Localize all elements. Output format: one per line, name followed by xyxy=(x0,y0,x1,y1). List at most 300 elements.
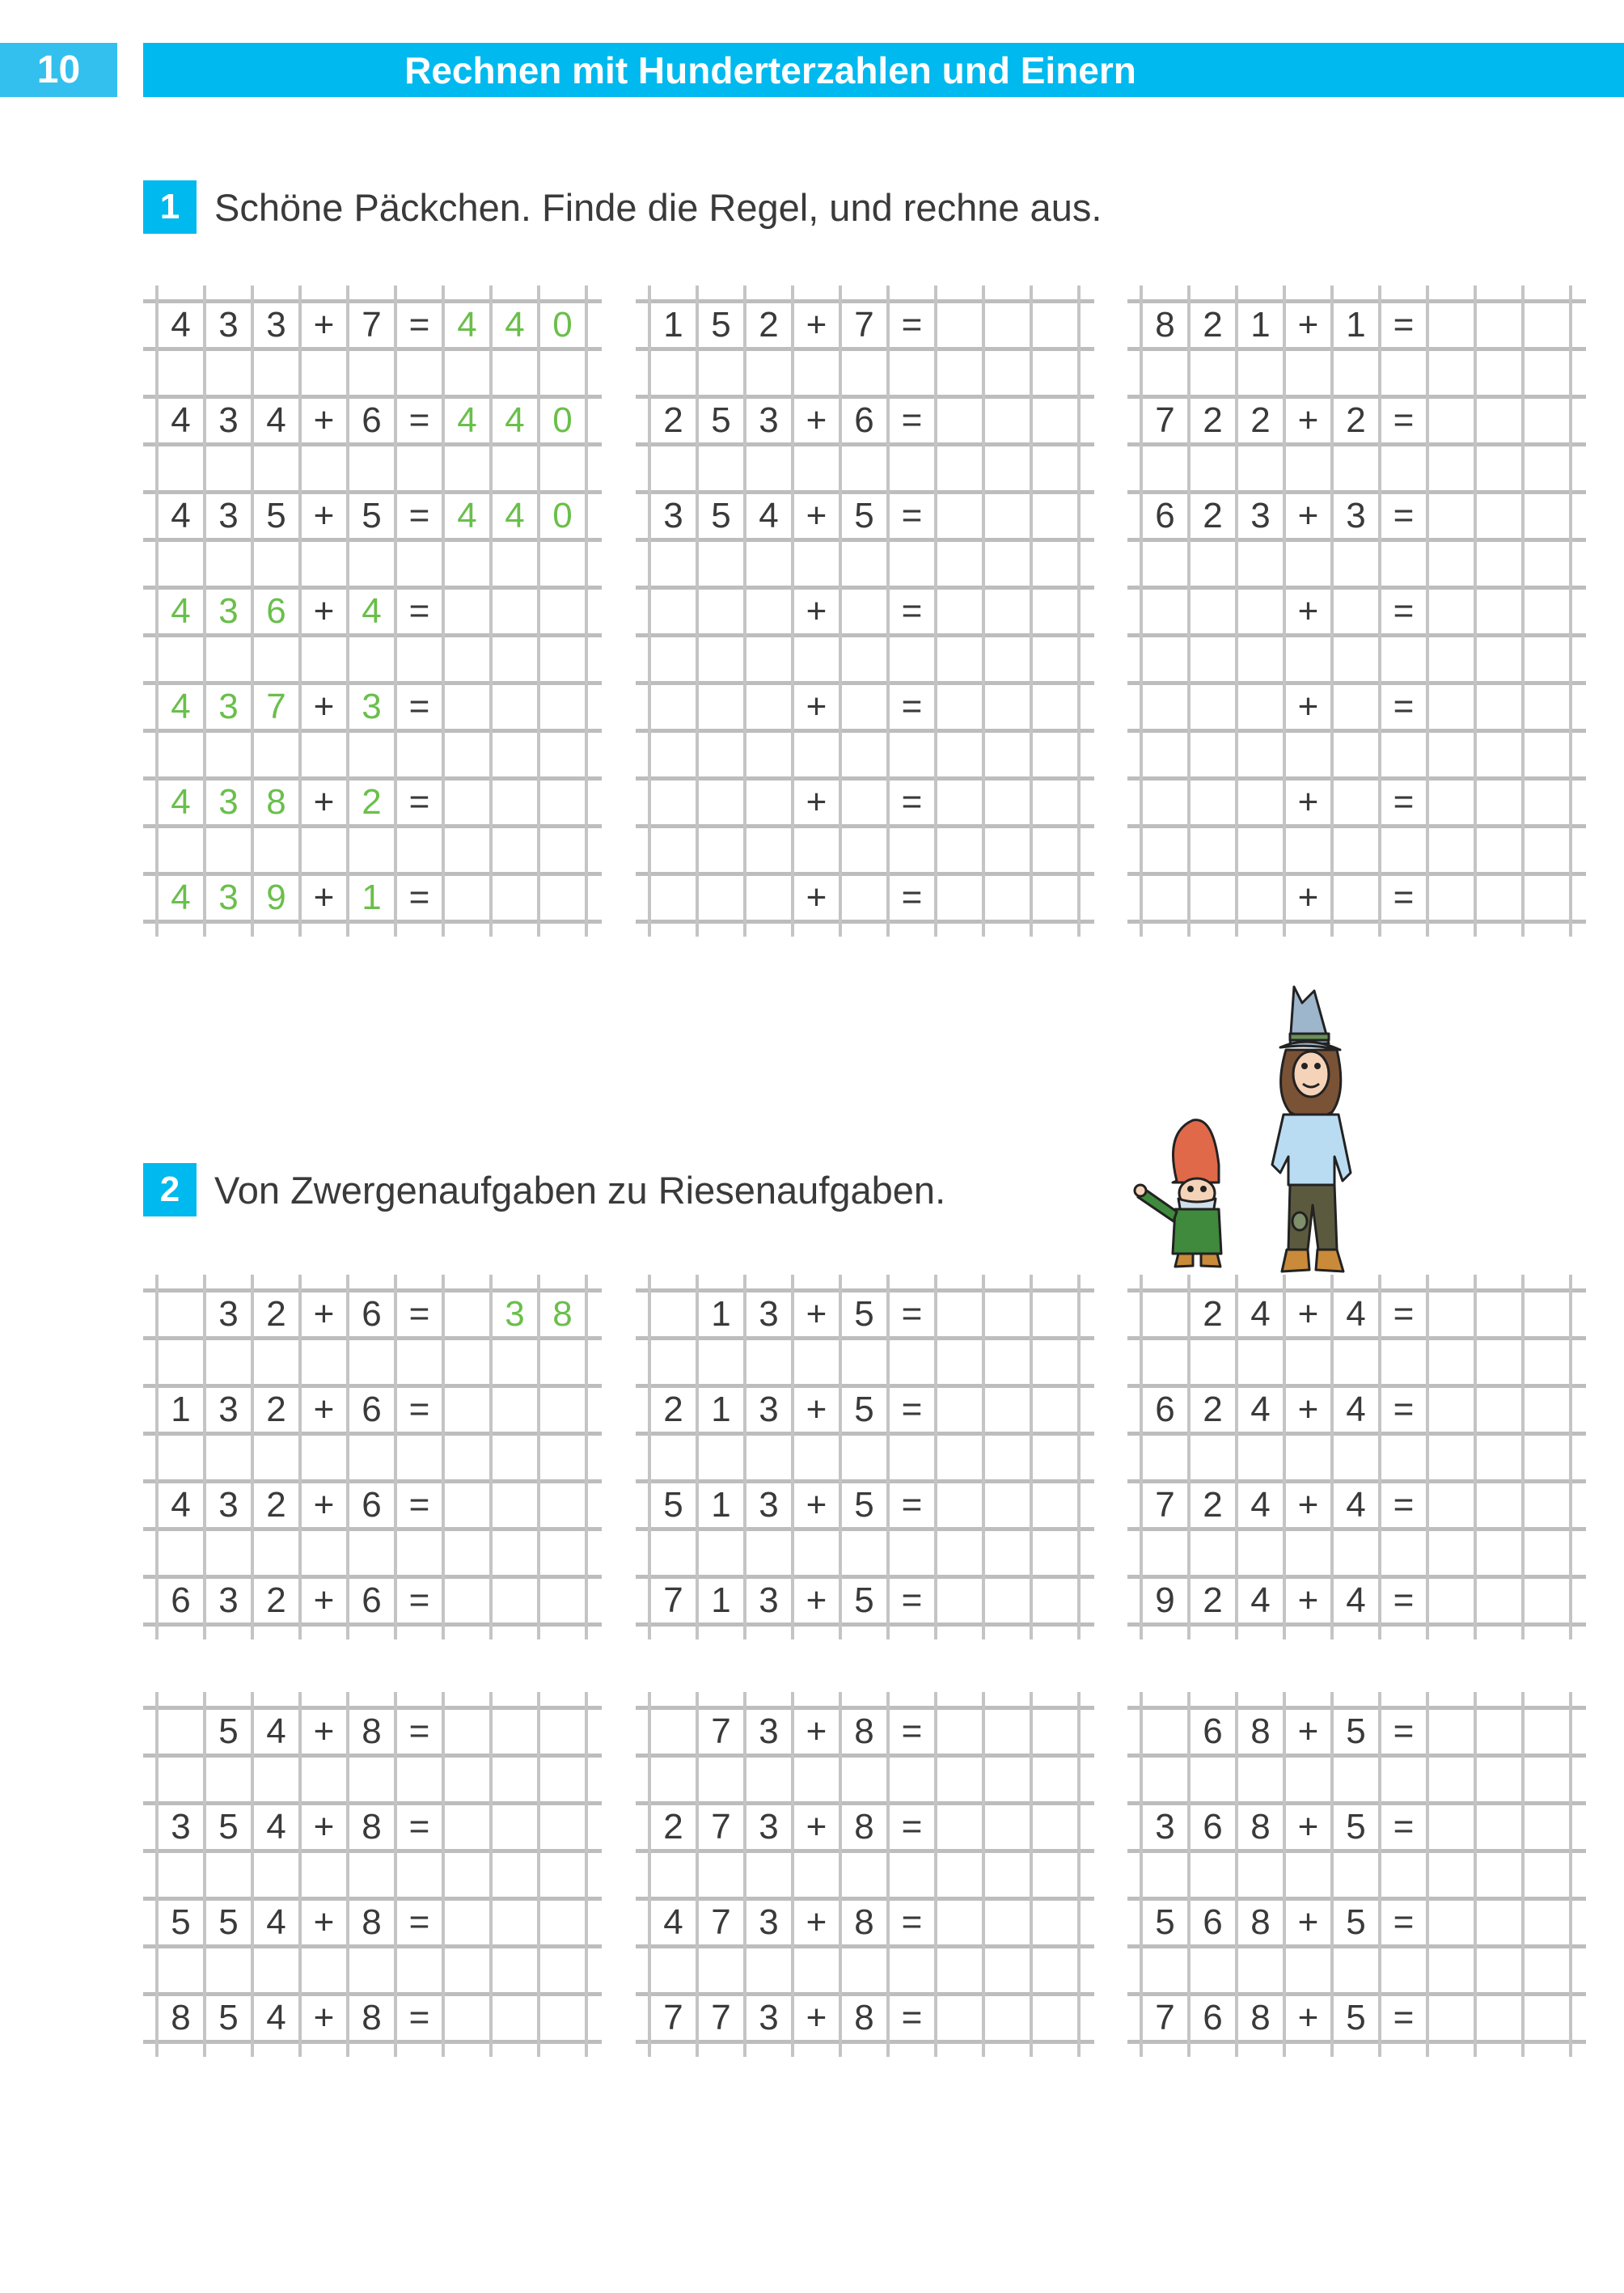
answer-cell[interactable] xyxy=(1523,1994,1571,2041)
digit-cell[interactable] xyxy=(649,778,697,826)
answer-cell[interactable] xyxy=(443,778,491,826)
answer-cell[interactable] xyxy=(983,1290,1031,1338)
plus-sign: + xyxy=(806,1997,827,2037)
digit-cell[interactable] xyxy=(649,683,697,730)
answer-cell[interactable] xyxy=(491,1576,539,1624)
digit-cell[interactable] xyxy=(649,587,697,635)
task-number-badge: 2 xyxy=(143,1163,197,1216)
digit-cell: 2 xyxy=(1203,304,1223,345)
answer-cell[interactable] xyxy=(491,1386,539,1433)
digit-cell: 6 xyxy=(1203,1997,1223,2037)
digit-cell[interactable] xyxy=(1189,587,1237,635)
equation-row xyxy=(649,301,1079,349)
digit-cell[interactable] xyxy=(1141,1290,1189,1338)
digit-cell[interactable] xyxy=(1332,587,1380,635)
digit-cell: 2 xyxy=(663,400,683,440)
answer-cell[interactable] xyxy=(1031,1707,1079,1755)
plus-sign: + xyxy=(806,1389,827,1429)
answer-cell[interactable] xyxy=(1523,301,1571,349)
answer-cell[interactable] xyxy=(983,1576,1031,1624)
answer-cell[interactable] xyxy=(491,1994,539,2041)
digit-cell: 5 xyxy=(711,304,731,345)
equals-sign: = xyxy=(901,1997,923,2037)
equals-sign: = xyxy=(1393,1389,1415,1429)
equals-sign: = xyxy=(1393,1997,1415,2037)
digit-cell: 3 xyxy=(218,590,239,631)
digit-cell: 4 xyxy=(663,1902,683,1942)
equals-sign: = xyxy=(1393,1293,1415,1334)
answer-cell[interactable] xyxy=(443,587,491,635)
answer-cell[interactable] xyxy=(1427,587,1475,635)
gnome-and-giant-illustration xyxy=(1128,971,1371,1294)
digit-cell: 4 xyxy=(171,304,191,345)
digit-cell[interactable] xyxy=(1141,778,1189,826)
answer-cell[interactable] xyxy=(1427,1481,1475,1529)
digit-cell: 2 xyxy=(663,1806,683,1847)
answer-cell[interactable] xyxy=(1523,396,1571,444)
answer-cell[interactable] xyxy=(983,874,1031,921)
digit-cell[interactable] xyxy=(745,587,793,635)
equation-row xyxy=(1141,492,1571,539)
answer-cell[interactable] xyxy=(491,778,539,826)
answer-cell[interactable] xyxy=(1475,1803,1523,1851)
answer-cell[interactable] xyxy=(1475,874,1523,921)
answer-cell[interactable] xyxy=(983,1803,1031,1851)
digit-cell[interactable] xyxy=(1237,587,1284,635)
digit-cell[interactable] xyxy=(745,778,793,826)
answer-cell[interactable] xyxy=(491,683,539,730)
digit-cell: 3 xyxy=(759,1484,779,1525)
answer-cell[interactable] xyxy=(1475,492,1523,539)
digit-cell: 4 xyxy=(171,877,191,917)
answer-cell[interactable]: 4 xyxy=(457,400,477,440)
answer-cell[interactable] xyxy=(936,1898,983,1946)
answer-cell[interactable] xyxy=(1427,396,1475,444)
equation-row xyxy=(649,1803,1079,1851)
digit-cell: 6 xyxy=(362,1580,382,1620)
plus-sign: + xyxy=(1297,1484,1319,1525)
digit-cell: 3 xyxy=(218,686,239,726)
answer-cell[interactable] xyxy=(1523,1707,1571,1755)
digit-cell[interactable] xyxy=(157,1290,205,1338)
digit-cell[interactable] xyxy=(1237,874,1284,921)
answer-cell[interactable] xyxy=(1475,1994,1523,2041)
answer-cell[interactable]: 4 xyxy=(457,495,477,535)
plus-sign: + xyxy=(313,877,335,917)
answer-cell[interactable] xyxy=(1475,778,1523,826)
digit-cell[interactable] xyxy=(1332,683,1380,730)
digit-cell[interactable] xyxy=(1237,778,1284,826)
answer-cell[interactable] xyxy=(1031,1803,1079,1851)
task-1-heading xyxy=(143,180,1102,234)
digit-cell: 6 xyxy=(362,1293,382,1334)
digit-cell: 9 xyxy=(1155,1580,1175,1620)
answer-cell[interactable] xyxy=(983,587,1031,635)
answer-cell[interactable]: 0 xyxy=(552,400,573,440)
answer-cell[interactable] xyxy=(443,1707,491,1755)
digit-cell: 8 xyxy=(1250,1806,1271,1847)
equation-row xyxy=(1141,874,1571,921)
plus-sign: + xyxy=(1297,1902,1319,1942)
answer-cell[interactable] xyxy=(539,1803,586,1851)
digit-cell[interactable] xyxy=(697,683,745,730)
answer-cell[interactable] xyxy=(936,778,983,826)
equation-row xyxy=(157,1898,586,1946)
answer-cell[interactable] xyxy=(1523,1803,1571,1851)
equation-row xyxy=(157,1386,586,1433)
digit-cell: 1 xyxy=(362,877,382,917)
digit-cell: 4 xyxy=(1346,1484,1366,1525)
digit-cell[interactable] xyxy=(1189,874,1237,921)
digit-cell: 6 xyxy=(362,1389,382,1429)
digit-cell: 4 xyxy=(759,495,779,535)
digit-cell: 3 xyxy=(171,1806,191,1847)
answer-cell[interactable] xyxy=(1427,1707,1475,1755)
answer-cell[interactable] xyxy=(491,1707,539,1755)
plus-sign: + xyxy=(806,1902,827,1942)
answer-cell[interactable] xyxy=(1427,1386,1475,1433)
digit-cell[interactable] xyxy=(840,778,888,826)
answer-cell[interactable] xyxy=(936,1290,983,1338)
digit-cell: 5 xyxy=(266,495,286,535)
answer-cell[interactable] xyxy=(1475,1898,1523,1946)
answer-cell[interactable] xyxy=(443,1576,491,1624)
answer-cell[interactable] xyxy=(1031,396,1079,444)
equation-row xyxy=(649,874,1079,921)
answer-cell[interactable] xyxy=(1427,1576,1475,1624)
plus-sign: + xyxy=(313,400,335,440)
answer-cell[interactable] xyxy=(1475,1386,1523,1433)
answer-cell[interactable] xyxy=(983,1707,1031,1755)
digit-cell: 4 xyxy=(171,400,191,440)
answer-cell[interactable] xyxy=(936,1707,983,1755)
answer-cell[interactable] xyxy=(1427,1898,1475,1946)
plus-sign: + xyxy=(1297,1806,1319,1847)
equals-sign: = xyxy=(408,1997,430,2037)
answer-cell[interactable] xyxy=(539,1481,586,1529)
digit-cell: 7 xyxy=(711,1711,731,1751)
digit-cell[interactable] xyxy=(697,874,745,921)
plus-sign: + xyxy=(313,686,335,726)
answer-cell[interactable] xyxy=(443,1290,491,1338)
digit-cell[interactable] xyxy=(1189,683,1237,730)
digit-cell: 8 xyxy=(854,1997,874,2037)
digit-cell[interactable] xyxy=(1189,778,1237,826)
equation-row xyxy=(1141,1707,1571,1755)
answer-cell[interactable] xyxy=(491,1803,539,1851)
answer-cell[interactable] xyxy=(983,683,1031,730)
digit-cell: 3 xyxy=(759,400,779,440)
answer-cell[interactable] xyxy=(936,874,983,921)
answer-cell[interactable] xyxy=(539,778,586,826)
digit-cell: 5 xyxy=(1155,1902,1175,1942)
answer-cell[interactable] xyxy=(1031,1386,1079,1433)
answer-cell[interactable] xyxy=(539,587,586,635)
digit-cell: 4 xyxy=(266,400,286,440)
digit-cell[interactable] xyxy=(157,1707,205,1755)
answer-cell[interactable] xyxy=(539,1576,586,1624)
digit-cell: 1 xyxy=(1346,304,1366,345)
answer-cell[interactable] xyxy=(1523,778,1571,826)
digit-cell[interactable] xyxy=(1141,683,1189,730)
digit-cell[interactable] xyxy=(649,1290,697,1338)
answer-cell[interactable] xyxy=(1523,1898,1571,1946)
answer-cell[interactable] xyxy=(1475,1707,1523,1755)
answer-cell[interactable] xyxy=(936,1481,983,1529)
answer-cell[interactable]: 0 xyxy=(552,495,573,535)
plus-sign: + xyxy=(1297,400,1319,440)
answer-cell[interactable] xyxy=(1031,587,1079,635)
plus-sign: + xyxy=(806,1580,827,1620)
answer-cell[interactable] xyxy=(936,396,983,444)
equation-row xyxy=(157,1803,586,1851)
digit-cell[interactable] xyxy=(649,1707,697,1755)
equals-sign: = xyxy=(1393,1902,1415,1942)
digit-cell: 7 xyxy=(711,1806,731,1847)
answer-cell[interactable] xyxy=(1427,1290,1475,1338)
answer-cell[interactable] xyxy=(983,396,1031,444)
digit-cell: 8 xyxy=(1155,304,1175,345)
digit-cell[interactable] xyxy=(649,874,697,921)
answer-cell[interactable] xyxy=(539,874,586,921)
answer-cell[interactable] xyxy=(539,1994,586,2041)
equation-row xyxy=(157,1290,586,1338)
answer-cell[interactable] xyxy=(983,1898,1031,1946)
answer-cell[interactable] xyxy=(1427,301,1475,349)
task-instruction: Schöne Päckchen. Finde die Regel, und rechne aus. xyxy=(214,185,1102,229)
equals-sign: = xyxy=(1393,1580,1415,1620)
answer-cell[interactable] xyxy=(936,1576,983,1624)
answer-cell[interactable] xyxy=(1427,1994,1475,2041)
answer-cell[interactable] xyxy=(491,874,539,921)
answer-cell[interactable] xyxy=(1475,396,1523,444)
answer-cell[interactable] xyxy=(1523,1386,1571,1433)
equation-row xyxy=(157,396,586,444)
answer-cell[interactable] xyxy=(1427,1803,1475,1851)
equation-row xyxy=(1141,1386,1571,1433)
answer-cell[interactable] xyxy=(443,1898,491,1946)
answer-cell[interactable]: 0 xyxy=(552,304,573,345)
equals-sign: = xyxy=(1393,686,1415,726)
digit-cell: 8 xyxy=(171,1997,191,2037)
digit-cell: 5 xyxy=(171,1902,191,1942)
digit-cell[interactable] xyxy=(1332,778,1380,826)
chapter-title: Rechnen mit Hunderterzahlen und Einern xyxy=(404,49,1136,91)
answer-cell[interactable] xyxy=(1031,492,1079,539)
digit-cell[interactable] xyxy=(1141,587,1189,635)
equals-sign: = xyxy=(901,1711,923,1751)
digit-cell: 4 xyxy=(171,495,191,535)
equals-sign: = xyxy=(408,1293,430,1334)
digit-cell: 3 xyxy=(218,877,239,917)
digit-cell: 8 xyxy=(362,1997,382,2037)
digit-cell: 2 xyxy=(1203,1484,1223,1525)
answer-cell[interactable]: 3 xyxy=(505,1293,525,1334)
equals-sign: = xyxy=(408,590,430,631)
answer-cell[interactable] xyxy=(936,1386,983,1433)
digit-cell: 6 xyxy=(171,1580,191,1620)
digit-cell: 1 xyxy=(171,1389,191,1429)
answer-cell[interactable] xyxy=(443,1481,491,1529)
digit-cell: 6 xyxy=(1203,1711,1223,1751)
equation-row xyxy=(649,1481,1079,1529)
answer-cell[interactable]: 8 xyxy=(552,1293,573,1334)
digit-cell[interactable] xyxy=(840,683,888,730)
equation-row xyxy=(649,778,1079,826)
digit-cell: 8 xyxy=(1250,1997,1271,2037)
digit-cell: 2 xyxy=(1203,1293,1223,1334)
digit-cell: 6 xyxy=(362,1484,382,1525)
digit-cell: 5 xyxy=(218,1711,239,1751)
answer-cell[interactable] xyxy=(983,778,1031,826)
answer-cell[interactable]: 4 xyxy=(505,400,525,440)
digit-cell: 6 xyxy=(1203,1806,1223,1847)
plus-sign: + xyxy=(1297,495,1319,535)
equals-sign: = xyxy=(408,781,430,822)
equals-sign: = xyxy=(901,590,923,631)
answer-cell[interactable] xyxy=(491,1481,539,1529)
answer-cell[interactable] xyxy=(983,1386,1031,1433)
plus-sign: + xyxy=(1297,304,1319,345)
answer-cell[interactable] xyxy=(1523,1481,1571,1529)
plus-sign: + xyxy=(806,1711,827,1751)
digit-cell: 4 xyxy=(266,1806,286,1847)
digit-cell: 2 xyxy=(1203,1580,1223,1620)
answer-cell[interactable] xyxy=(443,683,491,730)
digit-cell: 5 xyxy=(854,1293,874,1334)
equation-row xyxy=(1141,1994,1571,2041)
answer-cell[interactable] xyxy=(936,1994,983,2041)
digit-cell: 7 xyxy=(663,1580,683,1620)
answer-cell[interactable] xyxy=(1523,1290,1571,1338)
equals-sign: = xyxy=(408,1484,430,1525)
answer-cell[interactable] xyxy=(443,874,491,921)
digit-cell: 4 xyxy=(171,686,191,726)
answer-cell[interactable] xyxy=(539,683,586,730)
answer-cell[interactable] xyxy=(983,492,1031,539)
digit-cell: 2 xyxy=(266,1293,286,1334)
answer-cell[interactable]: 4 xyxy=(505,495,525,535)
digit-cell: 2 xyxy=(266,1389,286,1429)
digit-cell: 3 xyxy=(1155,1806,1175,1847)
answer-cell[interactable] xyxy=(1475,1576,1523,1624)
answer-cell[interactable] xyxy=(1031,301,1079,349)
digit-cell: 5 xyxy=(1346,1806,1366,1847)
digit-cell: 8 xyxy=(266,781,286,822)
answer-cell[interactable] xyxy=(936,683,983,730)
digit-cell: 1 xyxy=(711,1484,731,1525)
answer-cell[interactable] xyxy=(1427,778,1475,826)
answer-cell[interactable] xyxy=(983,1481,1031,1529)
answer-cell[interactable] xyxy=(1475,683,1523,730)
digit-cell: 8 xyxy=(362,1902,382,1942)
equation-row xyxy=(649,492,1079,539)
digit-cell[interactable] xyxy=(697,587,745,635)
digit-cell: 3 xyxy=(759,1997,779,2037)
digit-cell: 3 xyxy=(1250,495,1271,535)
plus-sign: + xyxy=(313,1902,335,1942)
plus-sign: + xyxy=(1297,1997,1319,2037)
answer-cell[interactable] xyxy=(1523,683,1571,730)
plus-sign: + xyxy=(806,1484,827,1525)
equation-row xyxy=(649,1290,1079,1338)
digit-cell[interactable] xyxy=(840,874,888,921)
answer-cell[interactable] xyxy=(1031,778,1079,826)
equals-sign: = xyxy=(408,877,430,917)
digit-cell: 4 xyxy=(266,1902,286,1942)
equation-row xyxy=(157,301,586,349)
answer-cell[interactable] xyxy=(1427,492,1475,539)
answer-cell[interactable] xyxy=(1031,1481,1079,1529)
answer-cell[interactable] xyxy=(983,301,1031,349)
answer-cell[interactable] xyxy=(491,1898,539,1946)
digit-cell: 6 xyxy=(1155,495,1175,535)
digit-cell[interactable] xyxy=(697,778,745,826)
answer-cell[interactable] xyxy=(936,1803,983,1851)
answer-cell[interactable]: 4 xyxy=(457,304,477,345)
plus-sign: + xyxy=(313,1293,335,1334)
answer-cell[interactable] xyxy=(1475,1481,1523,1529)
answer-cell[interactable] xyxy=(1031,683,1079,730)
answer-cell[interactable] xyxy=(1031,1576,1079,1624)
answer-cell[interactable] xyxy=(1523,1576,1571,1624)
answer-cell[interactable] xyxy=(1523,587,1571,635)
answer-cell[interactable] xyxy=(443,1803,491,1851)
equals-sign: = xyxy=(408,1389,430,1429)
answer-cell[interactable] xyxy=(983,1994,1031,2041)
plus-sign: + xyxy=(1297,877,1319,917)
equation-row xyxy=(1141,1898,1571,1946)
answer-cell[interactable] xyxy=(1031,874,1079,921)
equals-sign: = xyxy=(901,400,923,440)
answer-cell[interactable] xyxy=(1427,874,1475,921)
answer-cell[interactable] xyxy=(1427,683,1475,730)
answer-cell[interactable] xyxy=(491,587,539,635)
answer-cell[interactable] xyxy=(539,1386,586,1433)
answer-cell[interactable] xyxy=(1523,492,1571,539)
digit-cell: 7 xyxy=(1155,1997,1175,2037)
digit-cell[interactable] xyxy=(1332,874,1380,921)
answer-cell[interactable] xyxy=(1031,1994,1079,2041)
digit-cell: 5 xyxy=(218,1902,239,1942)
answer-cell[interactable] xyxy=(1475,1290,1523,1338)
digit-cell: 4 xyxy=(1250,1484,1271,1525)
digit-cell: 2 xyxy=(266,1580,286,1620)
digit-cell[interactable] xyxy=(1141,874,1189,921)
digit-cell: 2 xyxy=(1250,400,1271,440)
answer-cell[interactable] xyxy=(443,1386,491,1433)
digit-cell: 3 xyxy=(266,304,286,345)
answer-cell[interactable] xyxy=(936,492,983,539)
answer-cell[interactable] xyxy=(936,587,983,635)
digit-cell[interactable] xyxy=(1237,683,1284,730)
answer-cell[interactable] xyxy=(1475,301,1523,349)
answer-cell[interactable] xyxy=(539,1707,586,1755)
digit-cell: 1 xyxy=(1250,304,1271,345)
answer-cell[interactable] xyxy=(1031,1898,1079,1946)
answer-cell[interactable] xyxy=(539,1898,586,1946)
digit-cell[interactable] xyxy=(840,587,888,635)
answer-cell[interactable] xyxy=(1475,587,1523,635)
digit-cell[interactable] xyxy=(745,683,793,730)
answer-cell[interactable]: 4 xyxy=(505,304,525,345)
answer-cell[interactable] xyxy=(936,301,983,349)
digit-cell[interactable] xyxy=(1141,1707,1189,1755)
answer-cell[interactable] xyxy=(443,1994,491,2041)
answer-cell[interactable] xyxy=(1523,874,1571,921)
digit-cell[interactable] xyxy=(745,874,793,921)
answer-cell[interactable] xyxy=(1031,1290,1079,1338)
